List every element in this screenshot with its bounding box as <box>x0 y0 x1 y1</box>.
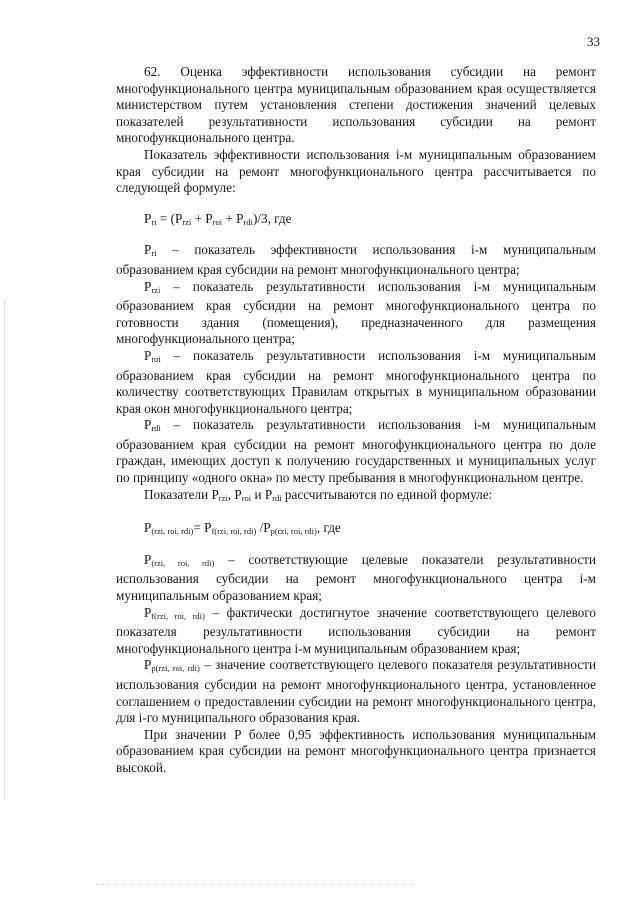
symbol-plan: $P_{p(rzi, roi, rdi)}$ <box>144 657 200 674</box>
definition-fact: $P_{f(rzi, roi, rdi)}$ – фактически достигнутое значение соответствующего целевого показателя результативности использования субсидии на ремонт многофункционального центра i-м муниципальным образованием края; <box>116 604 596 656</box>
scan-edge-marks <box>4 300 8 800</box>
paragraph-indicator-intro: Показатель эффективности использования i-м муниципальным образованием края субсидии на ремонт многофункционального центра рассчитывается по следующей формуле: <box>116 146 596 196</box>
paragraph-62: 62. Оценка эффективности использования субсидии на ремонт многофункционального центра муниципальным образованием края осуществляется министерством путем установления степени достижения значений целевых показателей результативности использования субсидии на ремонт многофункционального центра. <box>116 64 596 146</box>
document-body <box>116 64 596 777</box>
formula-indicator: $P_{(rzi, roi, rdi)}= P_{f(rzi, roi, rdi)}$ $/P_{p(rzi, roi, rdi)}$, где <box>144 520 341 537</box>
page-number: 33 <box>587 34 600 49</box>
definition-pri: $P_{ri}$ – показатель эффективности использования i-м муниципальным образованием края субсидии на ремонт многофункционального центра; <box>116 242 596 277</box>
definition-przi: $P_{rzi}$ – показатель результативности использования i-м муниципальным образованием края субсидии на ремонт многофункционального центра по готовности здания (помещения), предназначенного для размещения многофункционального центра; <box>116 278 596 347</box>
definition-plan: $P_{p(rzi, roi, rdi)}$ – значение соответствующего целевого показателя результативности использования субсидии на ремонт многофункционального центра, установленное соглашением о предоставлении субсидии на ремонт многофункционального центра, для i-го муниципального образования края. <box>116 657 596 726</box>
symbol-przi: $P_{rzi}$ <box>144 278 161 295</box>
symbol-fact: $P_{f(rzi, roi, rdi)}$ <box>144 604 205 621</box>
symbol-pri: $P_{ri}$ <box>144 242 157 259</box>
definition-proi: $P_{roi}$ – показатель результативности использования i-м муниципальным образованием края субсидии на ремонт многофункционального центра по количеству соответствующих Правилам открытых в муниципальном образовании края окон многофункционального центра; <box>116 347 596 416</box>
definition-prdi: $P_{rdi}$ – показатель результативности использования i-м муниципальным образованием края субсидии на ремонт многофункционального центра по доле граждан, имеющих доступ к получению государственных и муниципальных услуг по принципу «одного окна» по месту пребывания в многофункциональном центре. <box>116 417 596 486</box>
symbol-target: $P_{(rzi, roi, rdi)}$ <box>144 551 215 568</box>
symbol-proi: $P_{roi}$ <box>144 347 161 364</box>
scan-bottom-marks <box>96 884 416 885</box>
definition-target: $P_{(rzi, roi, rdi)}$ – соответствующие целевые показатели результативности использования субсидии на ремонт многофункционального центра i-м муниципальным образованием края; <box>116 551 596 604</box>
symbol-prdi: $P_{rdi}$ <box>144 417 161 434</box>
paragraph-single-formula-intro: Показатели $P_{rzi}$, $P_{roi}$ и $P_{rdi}$ рассчитываются по единой формуле: <box>144 486 493 503</box>
formula-efficiency: $P_{ri} = (P_{rzi} + P_{roi} + P_{rdi})/3$, где <box>144 210 292 227</box>
paragraph-conclusion: При значении P более 0,95 эффективность использования муниципальным образованием края субсидии на ремонт многофункционального центра признается высокой. <box>116 726 596 775</box>
